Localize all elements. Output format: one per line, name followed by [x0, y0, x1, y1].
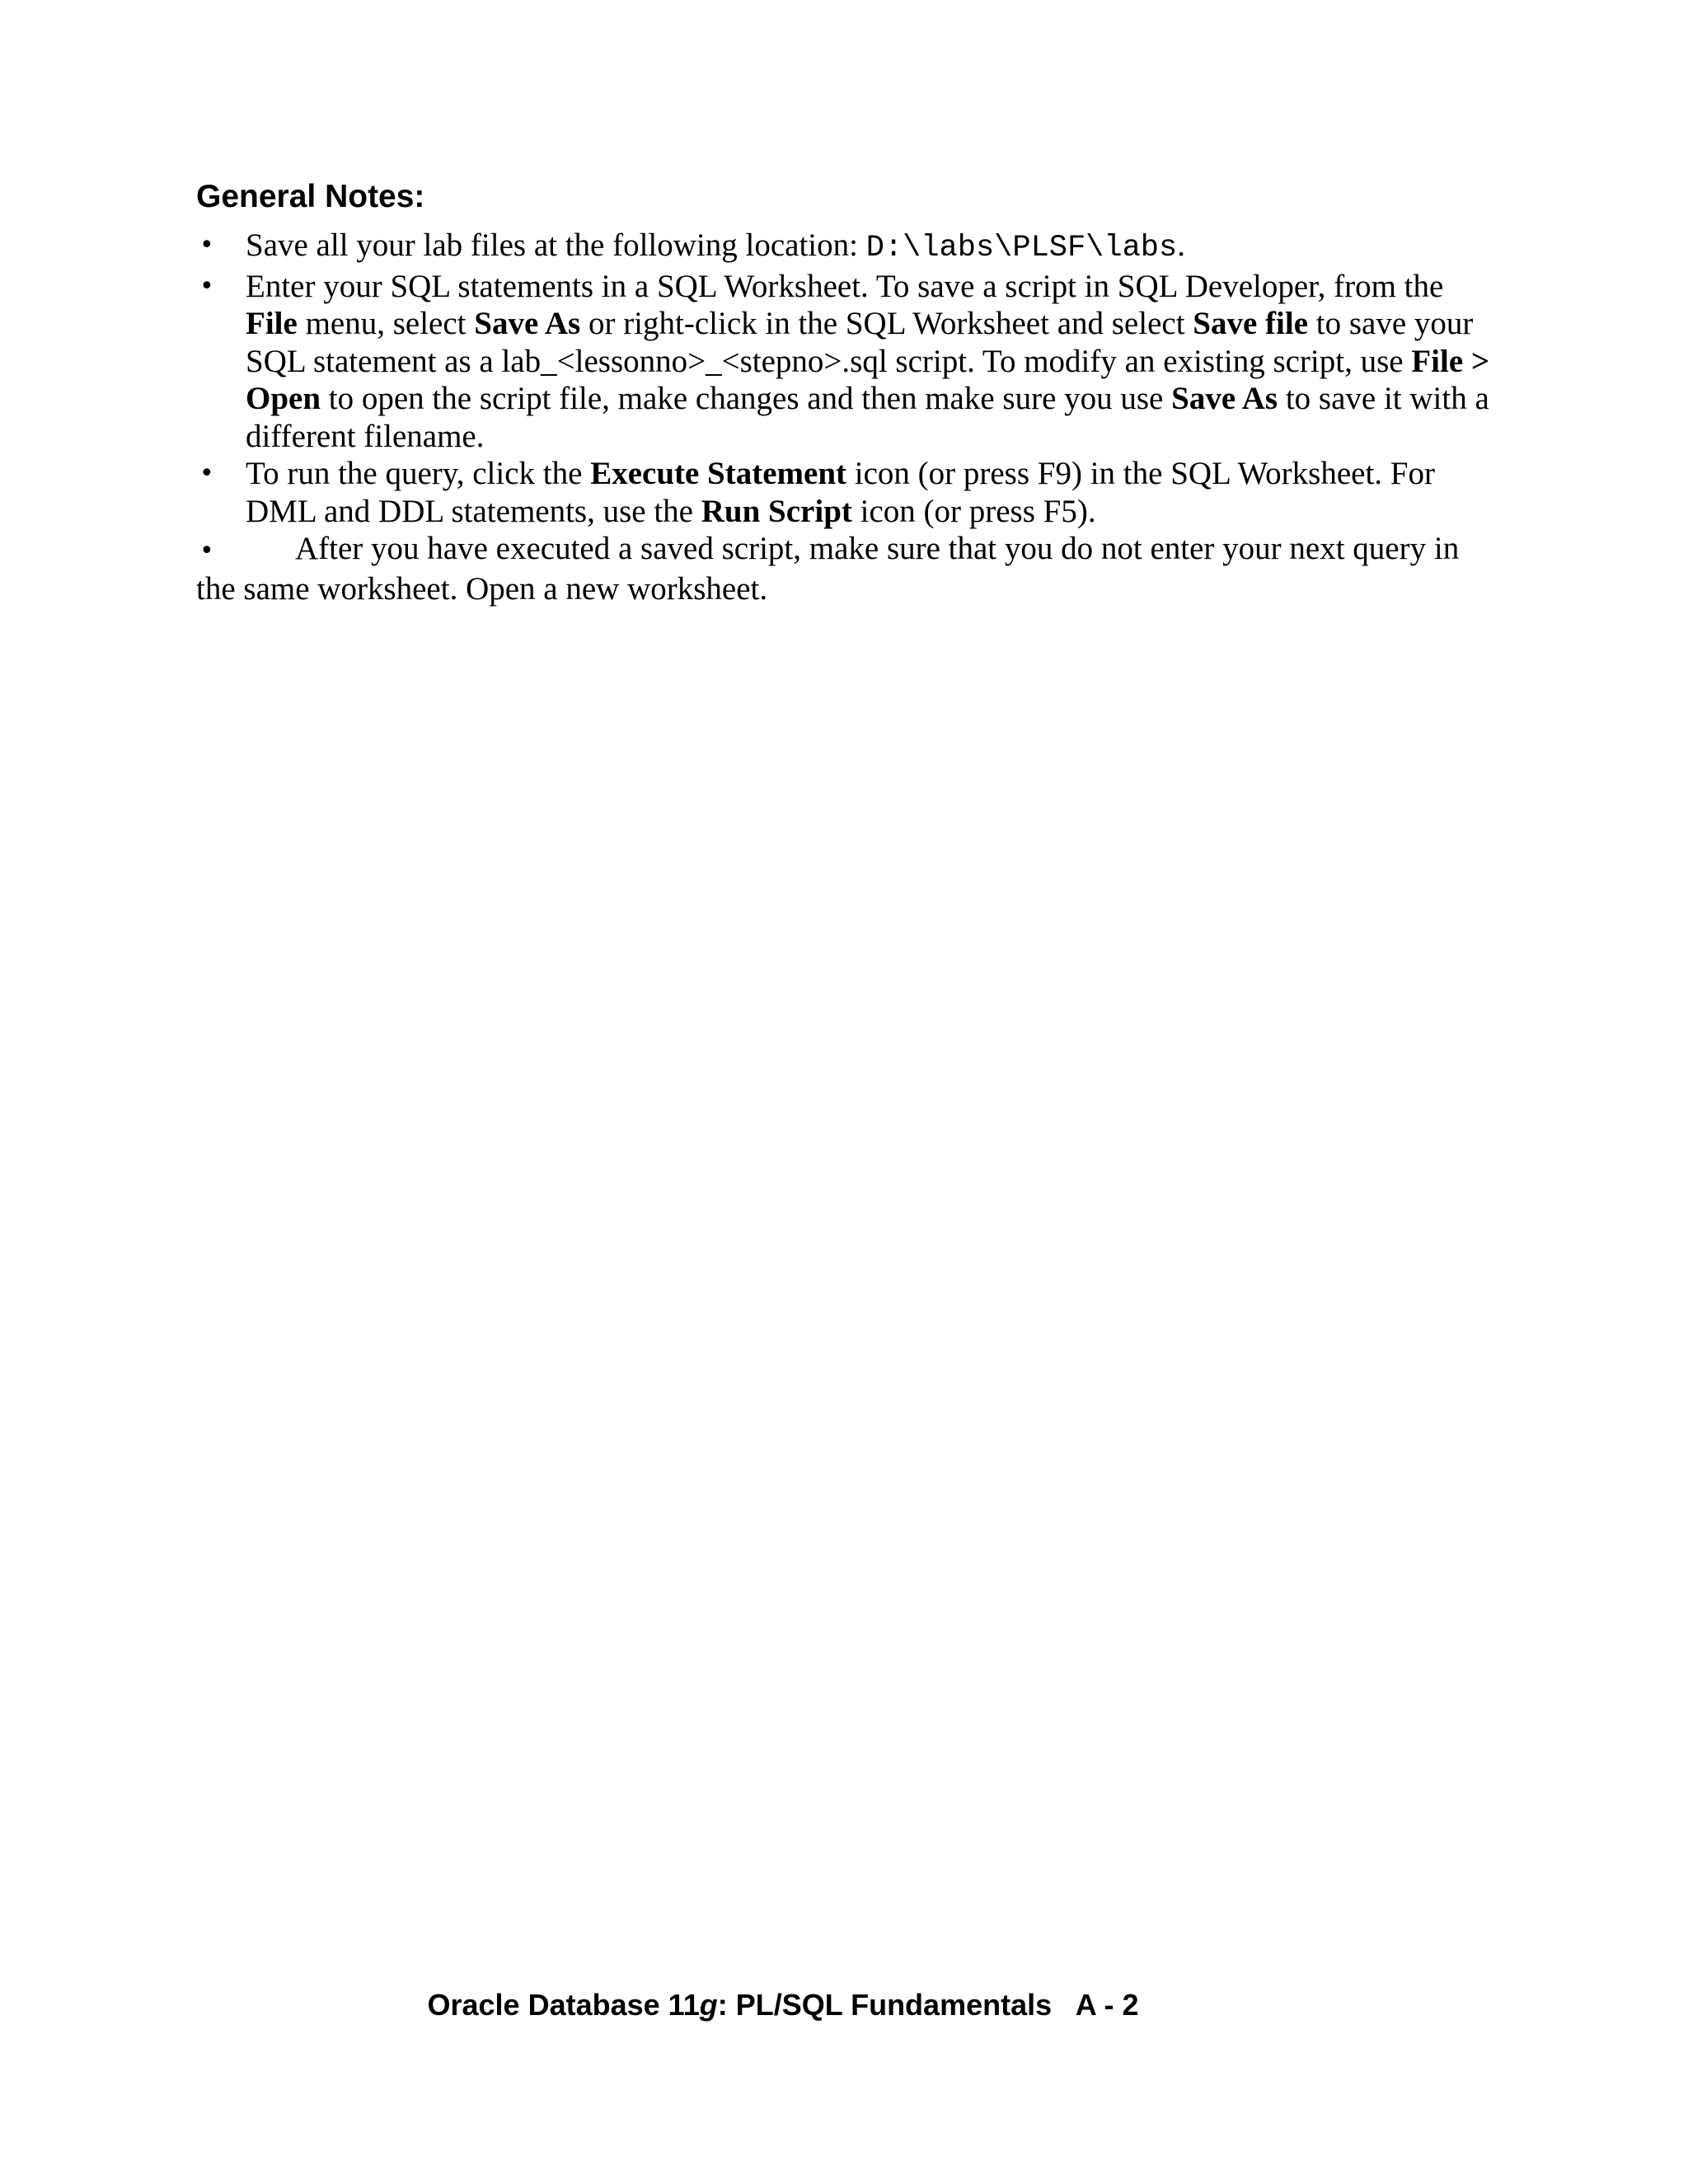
note-text: or right-click in the SQL Worksheet and select	[580, 306, 1193, 341]
note-text: To run the query, click the	[246, 456, 591, 491]
menu-file-term: File	[246, 306, 298, 341]
note-text: to save your SQL statement as a lab_<lessonno>_<stepno>.sql script. To modify an existing script, use	[246, 306, 1474, 379]
save-file-term: Save file	[1193, 306, 1308, 341]
note-text: After you have executed a saved script, make sure that you do not enter your next query in the same worksheet. Open a new worksheet.	[196, 531, 1460, 607]
execute-statement-term: Execute Statement	[590, 456, 847, 491]
footer-title-prefix: Oracle Database 11	[427, 1988, 700, 2022]
footer-title-suffix: : PL/SQL Fundamentals	[717, 1988, 1053, 2022]
file-open-term: File > Open	[246, 343, 1490, 416]
bullet-icon: •	[199, 537, 214, 565]
footer-page-label: A - 2	[1052, 1988, 1139, 2022]
notes-list	[196, 227, 1490, 607]
note-text: to open the script file, make changes and then make sure you use	[321, 381, 1172, 416]
section-heading: General Notes:	[196, 179, 425, 214]
note-lab-location	[196, 227, 1490, 268]
note-save-script	[196, 268, 1490, 456]
bullet-icon: •	[199, 459, 214, 488]
note-text: menu, select	[297, 306, 475, 341]
note-text: Enter your SQL statements in a SQL Worksheet. To save a script in SQL Developer, from the	[246, 268, 1444, 304]
note-text: icon (or press F9) in the SQL Worksheet. For DML and DDL statements, use the	[246, 456, 1435, 529]
bullet-icon: •	[199, 271, 214, 301]
lab-path: D:\labs\PLSF\labs	[865, 231, 1178, 265]
note-text: .	[1177, 227, 1185, 263]
save-as-term: Save As	[1171, 381, 1278, 416]
bullet-icon: •	[199, 231, 214, 260]
save-as-term: Save As	[474, 306, 581, 341]
run-script-term: Run Script	[701, 493, 852, 529]
note-text: icon (or press F5).	[851, 493, 1096, 529]
note-run-query	[196, 455, 1490, 530]
note-new-worksheet	[196, 530, 1490, 607]
page-footer	[0, 1988, 1566, 2022]
note-text: to save it with a different filename.	[246, 381, 1489, 454]
note-text: Save all your lab files at the following location:	[246, 227, 866, 263]
footer-title-italic: g	[699, 1988, 718, 2022]
